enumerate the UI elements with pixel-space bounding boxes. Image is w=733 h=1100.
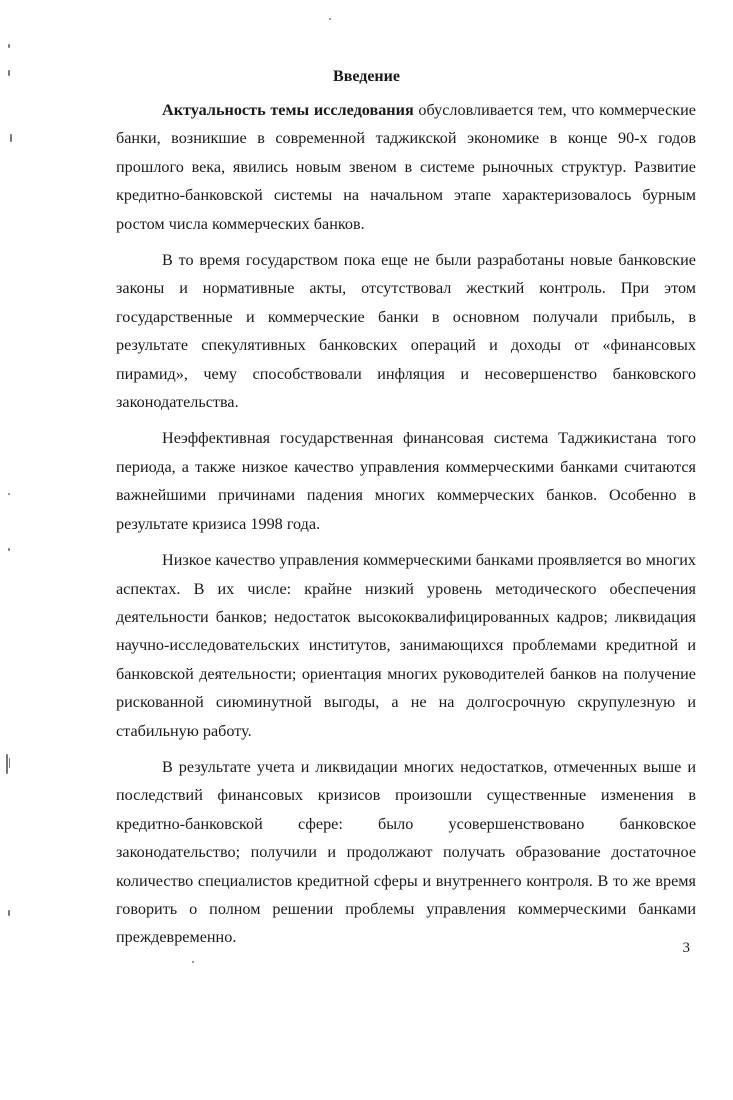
scan-speck <box>6 754 8 774</box>
scan-speck <box>329 18 331 20</box>
paragraph-4: Низкое качество управления коммерческими банками проявляется во многих аспектах. В их числе: крайне низкий уровень методического обеспечения деятельности банков; недостаток высококвалифицированных кадров; ликвидация научно-исследовательских институтов, занимающихся проблемами кредитной и банковской деятельности; ориентация многих руководителей банков на получение рискованной сиюминутной выгоды, а не на долгосрочную скрупулезную и стабильную работу. <box>116 551 696 740</box>
body-text <box>116 96 696 952</box>
paragraph-1-text: обусловливается тем, что коммерческие банки, возникшие в современной таджикской экономике в конце 90-х годов прошлого века, явились новым звеном в системе рыночных структур. Развитие кредитно-банковской системы на начальном этапе характеризовалось бурным ростом числа коммерческих банков. <box>116 101 696 233</box>
scan-speck <box>9 758 10 768</box>
scan-speck <box>192 961 194 963</box>
scan-speck <box>8 70 10 76</box>
scan-speck <box>8 44 10 48</box>
scan-speck <box>8 493 10 495</box>
page-number: 3 <box>682 940 690 956</box>
section-heading: Введение <box>333 68 400 85</box>
scan-speck <box>8 548 10 551</box>
scan-speck <box>8 910 10 916</box>
paragraph-1-lead: Актуальность темы исследования <box>162 101 414 119</box>
paragraph-3: Неэффективная государственная финансовая система Таджикистана того периода, а также низкое качество управления коммерческими банками считаются важнейшими причинами падения многих коммерческих банков. Особенно в результате кризиса 1998 года. <box>116 429 696 533</box>
scan-speck <box>10 134 12 142</box>
paragraph-5: В результате учета и ликвидации многих недостатков, отмеченных выше и последствий финансовых кризисов произошли существенные изменения в кредитно-банковской сфере: было усовершенствовано банковское законодательство; получили и продолжают получать образование достаточное количество специалистов кредитной сферы и внутреннего контроля. В то же время говорить о полном решении проблемы управления коммерческими банками преждевременно. <box>116 757 696 947</box>
paragraph-2: В то время государством пока еще не были разработаны новые банковские законы и нормативные акты, отсутствовал жесткий контроль. При этом государственные и коммерческие банки в основном получали прибыль, в результате спекулятивных банковских операций и доходы от «финансовых пирамид», чему способствовали инфляция и несовершенство банковского законодательства. <box>116 251 696 412</box>
paragraph-1 <box>116 96 696 238</box>
